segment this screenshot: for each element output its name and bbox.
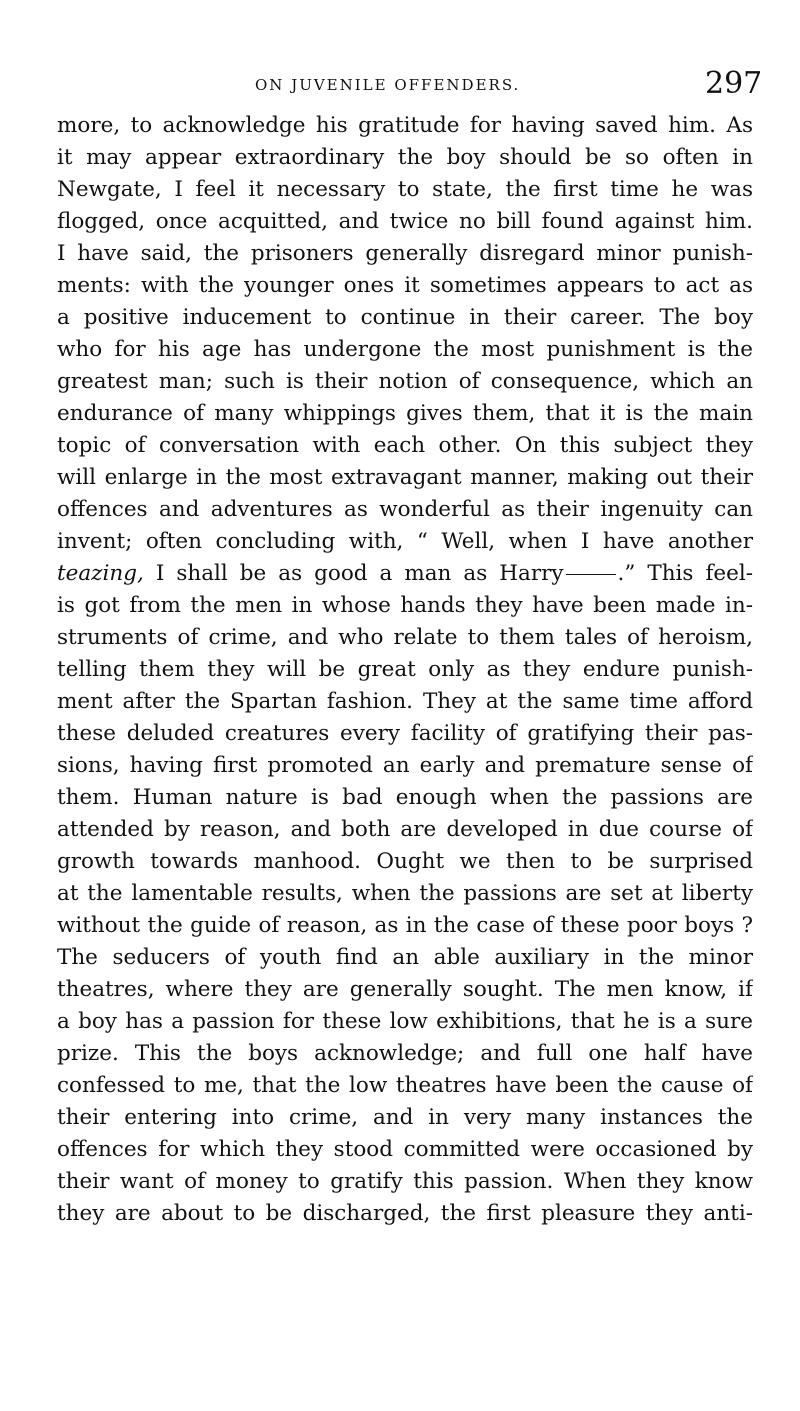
text-line: these deluded creatures every facility of gratifying their pas-: [57, 721, 753, 746]
text-line: offences and adventures as wonderful as their ingenuity can: [57, 497, 753, 522]
text-line: telling them they will be great only as they endure punish-: [57, 657, 753, 682]
page-number: 297: [705, 66, 763, 101]
text-line: ments: with the younger ones it sometimes appears to act as: [57, 273, 753, 298]
text-line: I have said, the prisoners generally disregard minor punish-: [57, 241, 753, 266]
text-line: a positive inducement to continue in their career. The boy: [57, 305, 753, 330]
body-text: [57, 110, 753, 1230]
text-line: Newgate, I feel it necessary to state, the first time he was: [57, 177, 753, 202]
text-line: greatest man; such is their notion of consequence, which an: [57, 369, 753, 394]
text-line: a boy has a passion for these low exhibitions, that he is a sure: [57, 1009, 753, 1034]
running-head: [0, 60, 800, 100]
text-line: flogged, once acquitted, and twice no bill found against him.: [57, 209, 753, 234]
text-line-with-dash: [57, 558, 753, 590]
text-line: ment after the Spartan fashion. They at the same time afford: [57, 689, 753, 714]
text-line: growth towards manhood. Ought we then to be surprised: [57, 849, 753, 874]
text-line: invent; often concluding with, “ Well, when I have another: [57, 529, 753, 554]
text-line: attended by reason, and both are developed in due course of: [57, 817, 753, 842]
text-line: more, to acknowledge his gratitude for having saved him. As: [57, 113, 753, 138]
text-line: them. Human nature is bad enough when the passions are: [57, 785, 753, 810]
text-line: prize. This the boys acknowledge; and full one half have: [57, 1041, 753, 1066]
text-segment: .” This feel-: [617, 561, 753, 586]
text-line: it may appear extraordinary the boy should be so often in: [57, 145, 753, 170]
text-line: topic of conversation with each other. On this subject they: [57, 433, 753, 458]
text-line: will enlarge in the most extravagant manner, making out their: [57, 465, 753, 490]
text-line: offences for which they stood committed were occasioned by: [57, 1137, 753, 1162]
text-line: their want of money to gratify this passion. When they know: [57, 1169, 753, 1194]
text-line: is got from the men in whose hands they have been made in-: [57, 593, 753, 618]
text-line: sions, having first promoted an early and premature sense of: [57, 753, 753, 778]
text-line: who for his age has undergone the most punishment is the: [57, 337, 753, 362]
italic-word: teazing,: [57, 561, 144, 586]
text-line: their entering into crime, and in very many instances the: [57, 1105, 753, 1130]
text-line: they are about to be discharged, the first pleasure they anti-: [57, 1201, 753, 1226]
text-line: confessed to me, that the low theatres have been the cause of: [57, 1073, 753, 1098]
text-line: at the lamentable results, when the passions are set at liberty: [57, 881, 753, 906]
text-segment: I shall be as good a man as Harry: [143, 561, 564, 586]
text-line: struments of crime, and who relate to them tales of heroism,: [57, 625, 753, 650]
text-line: theatres, where they are generally sought. The men know, if: [57, 977, 753, 1002]
text-line: The seducers of youth find an able auxiliary in the minor: [57, 945, 753, 970]
text-line: endurance of many whippings gives them, that it is the main: [57, 401, 753, 426]
running-title: ON JUVENILE OFFENDERS.: [255, 76, 521, 94]
text-line: without the guide of reason, as in the case of these poor boys ?: [57, 913, 753, 938]
em-dash-rule: [566, 574, 616, 575]
